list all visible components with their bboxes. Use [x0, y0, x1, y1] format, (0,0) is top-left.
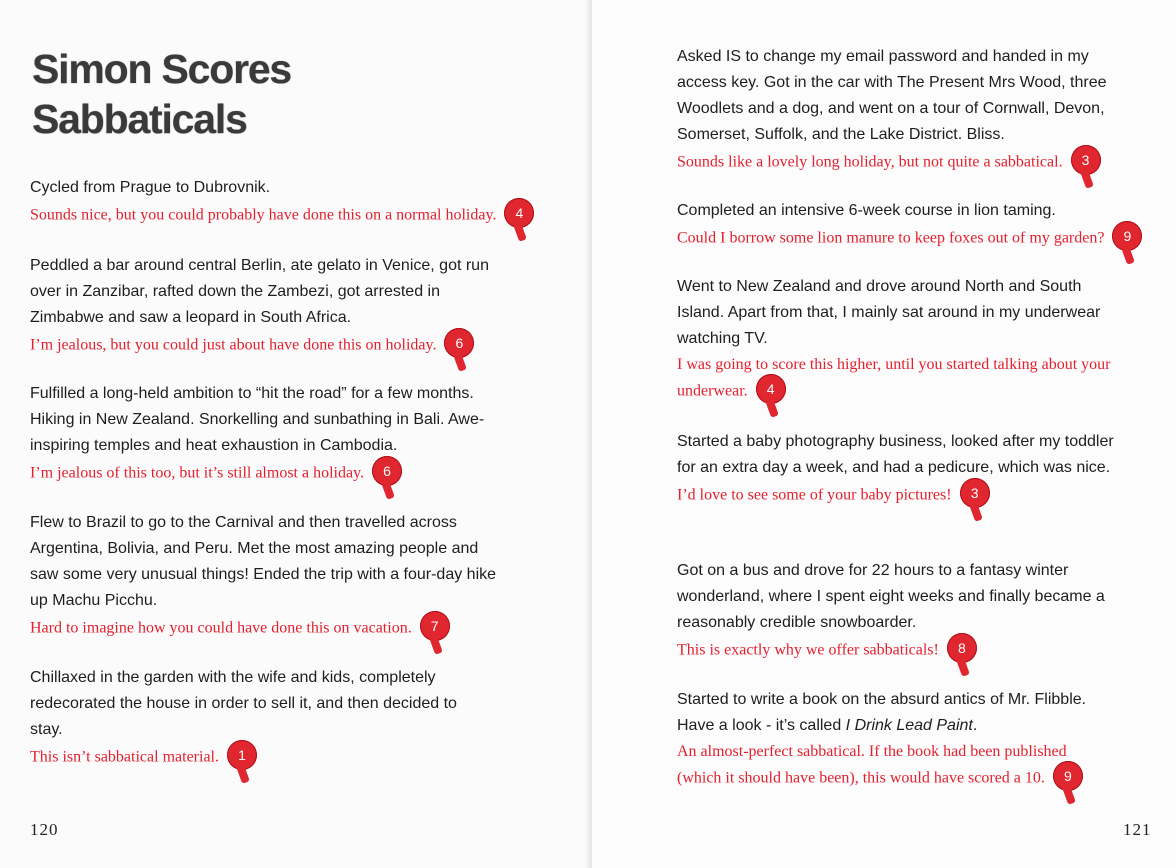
- book-title: I Drink Lead Paint: [845, 717, 973, 734]
- entry-text: Chillaxed in the garden with the wife and kids, completely redecorated the house in order to sell it, and then decided to stay.: [30, 669, 457, 738]
- entry-comment: An almost-perfect sabbatical. If the book had been published (which it should have been), this would have scored a 10. 9: [677, 739, 1087, 794]
- entry-text: Went to New Zealand and drove around North and South Island. Apart from that, I mainly sat around in my underwear watching TV.: [677, 278, 1101, 347]
- score-pin: 4: [756, 374, 786, 404]
- score-pin: 8: [947, 633, 977, 663]
- entry-comment: I’d love to see some of your baby pictures! 3: [677, 481, 1127, 511]
- entry-comment: Sounds nice, but you could probably have done this on a normal holiday. 4: [30, 201, 570, 231]
- entry-text: Fulfilled a long-held ambition to “hit the road” for a few months. Hiking in New Zealand. Snorkelling and sunbathing in Bali. Awe-inspiring temples and heat exhaustion in Cambodia.: [30, 385, 485, 454]
- page-title: Simon Scores Sabbaticals: [32, 46, 292, 142]
- entry-4: [30, 510, 505, 644]
- score-pin: 9: [1053, 761, 1083, 791]
- entry-8: [677, 274, 1132, 407]
- score-pin: 6: [372, 456, 402, 486]
- entry-9: [677, 429, 1127, 511]
- score-pin: 6: [444, 328, 474, 358]
- entry-text: Started a baby photography business, looked after my toddler for an extra day a week, and had a pedicure, which was nice.: [677, 433, 1114, 476]
- entry-comment: This isn’t sabbatical material. 1: [30, 743, 492, 773]
- entry-comment: Could I borrow some lion manure to keep foxes out of my garden? 9: [677, 224, 1167, 254]
- entry-comment: I was going to score this higher, until you started talking about your underwear. 4: [677, 352, 1132, 407]
- entry-6: [677, 44, 1142, 178]
- score-pin: 3: [960, 478, 990, 508]
- entry-10: [677, 558, 1122, 666]
- entry-5: [30, 665, 492, 773]
- entry-text: Flew to Brazil to go to the Carnival and then travelled across Argentina, Bolivia, and Peru. Met the most amazing people and saw some very unusual things! Ended the trip with a four-day hike up Machu Picchu.: [30, 514, 497, 609]
- entry-comment: Hard to imagine how you could have done this on vacation. 7: [30, 614, 505, 644]
- entry-text: Got on a bus and drove for 22 hours to a fantasy winter wonderland, where I spent eight weeks and finally became a reasonably credible snowboarder.: [677, 562, 1105, 631]
- entry-text: Peddled a bar around central Berlin, ate gelato in Venice, got run over in Zanzibar, rafted down the Zambezi, got arrested in Zimbabwe and saw a leopard in South Africa.: [30, 257, 489, 326]
- entry-11: [677, 687, 1127, 794]
- right-page: [592, 0, 1176, 868]
- score-pin: 1: [227, 740, 257, 770]
- entry-comment: I’m jealous, but you could just about have done this on holiday. 6: [30, 331, 505, 361]
- page-number-right: 121: [1123, 820, 1152, 839]
- entry-comment: Sounds like a lovely long holiday, but not quite a sabbatical. 3: [677, 148, 1142, 178]
- entry-text: Completed an intensive 6-week course in lion taming.: [677, 202, 1056, 219]
- score-pin: 9: [1112, 221, 1142, 251]
- entry-text: Started to write a book on the absurd antics of Mr. Flibble. Have a look - it’s called I Drink Lead Paint.: [677, 691, 1087, 734]
- entry-text: Asked IS to change my email password and handed in my access key. Got in the car with The Present Mrs Wood, three Woodlets and a dog, and went on a tour of Cornwall, Devon, Somerset, Suffolk, and the Lake District. Bliss.: [677, 48, 1107, 143]
- score-pin: 3: [1071, 145, 1101, 175]
- entry-comment: This is exactly why we offer sabbaticals! 8: [677, 636, 1122, 666]
- entry-text: Cycled from Prague to Dubrovnik.: [30, 179, 271, 196]
- entry-3: [30, 381, 510, 489]
- score-pin: 4: [504, 198, 534, 228]
- entry-comment: I’m jealous of this too, but it’s still almost a holiday. 6: [30, 459, 510, 489]
- entry-2: [30, 253, 505, 361]
- page-number-left: 120: [30, 820, 59, 839]
- score-pin: 7: [420, 611, 450, 641]
- entry-7: [677, 198, 1167, 254]
- entry-1: [30, 175, 570, 231]
